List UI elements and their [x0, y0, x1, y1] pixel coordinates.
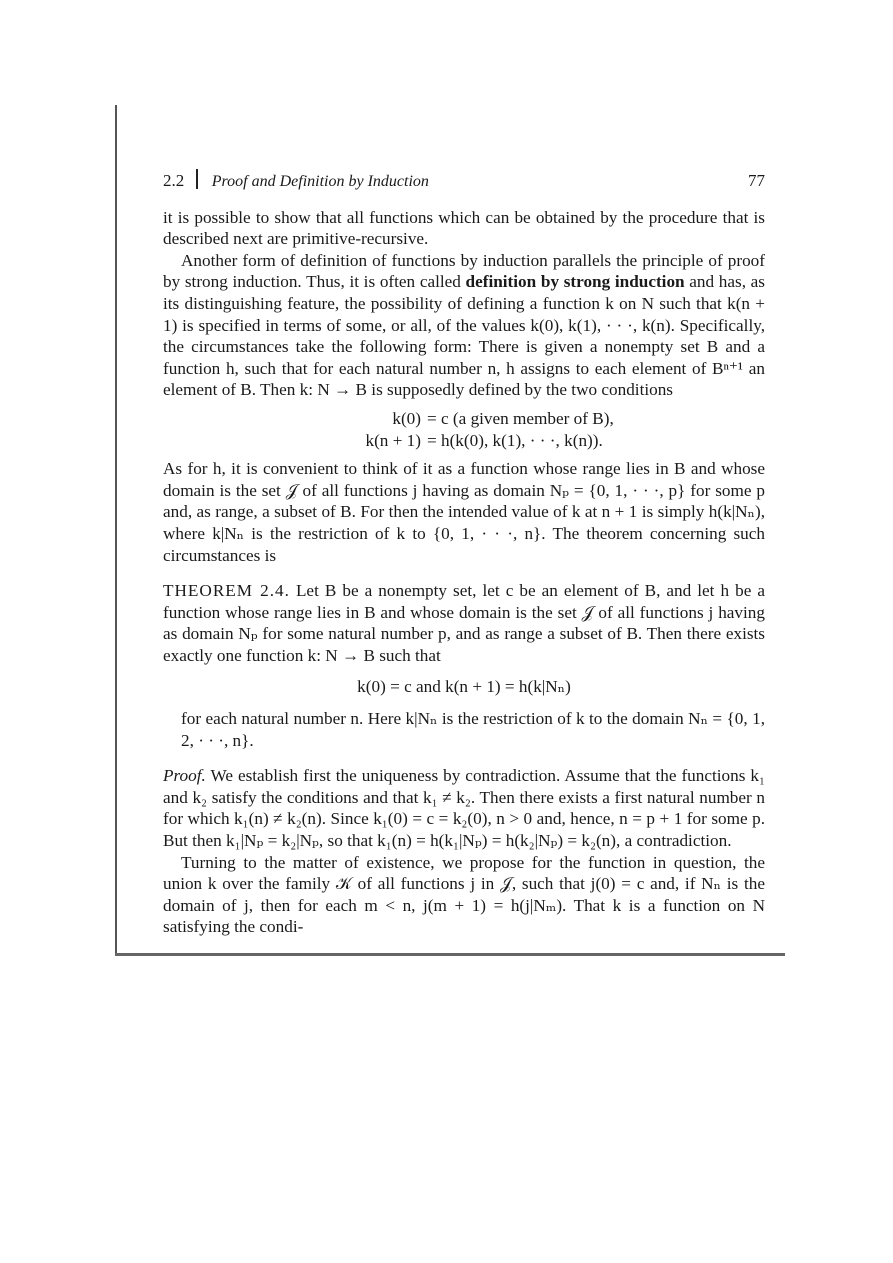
- theorem-conclusion: for each natural number n. Here k|Nₙ is the restriction of k to the domain Nₙ = {0, 1, 2, · · ·, n}.: [181, 709, 765, 750]
- equation-line-1: [163, 408, 765, 430]
- term-definition-by-strong-induction: definition by strong induction: [465, 272, 685, 292]
- display-equations-1: [163, 408, 765, 451]
- theorem-label: THEOREM 2.4.: [163, 581, 290, 601]
- section-number: 2.2: [163, 171, 185, 190]
- theorem-display-equation: k(0) = c and k(n + 1) = h(k|Nₙ): [357, 677, 571, 697]
- page-bottom-rule: [115, 953, 785, 956]
- equation-1-rhs: = c (a given member of B),: [427, 408, 614, 428]
- equation-2-rhs: = h(k(0), k(1), · · ·, k(n)).: [427, 430, 603, 450]
- equation-2-lhs: k(n + 1): [365, 430, 421, 450]
- book-page: [163, 166, 765, 938]
- equation-1-lhs: k(0): [392, 408, 421, 428]
- theorem-statement: [163, 580, 765, 666]
- paragraph-2: [163, 250, 765, 401]
- chapter-title: Proof and Definition by Induction: [211, 173, 429, 190]
- proof-paragraph: [163, 765, 765, 851]
- page-number: 77: [748, 171, 765, 190]
- paragraph-3: As for h, it is convenient to think of it as a function whose range lies in B and whose domain is the set 𝒥 of all functions j having as domain Nₚ = {0, 1, · · ·, p} for some p and, as range, a subset of B. For then the intended value of k at n + 1 is simply h(k|Nₙ), where k|Nₙ is the restriction of k to {0, 1, · · ·, n}. The theorem concerning such circumstances is: [163, 459, 765, 565]
- equation-line-2: [163, 430, 765, 452]
- proof-label: Proof.: [163, 766, 206, 786]
- paragraph-4: Turning to the matter of existence, we propose for the function in question, the union k over the family 𝒦 of all functions j in 𝒥, such that j(0) = c and, if Nₙ is the domain of j, then for each m < n, j(m + 1) = h(j|Nₘ). That k is a function on N satisfying the condi-: [163, 852, 765, 937]
- proof-text: We establish first the uniqueness by contradiction. Assume that the functions k₁ and k₂ satisfy the conditions and that k₁ ≠ k₂. Then there exists a first natural number n for which k₁(n) ≠ k₂(n). Since k₁(0) = c = k₂(0), n > 0 and, hence, n = p + 1 for some p. But then k₁|Nₚ = k₂|Nₚ, so that k₁(n) = h(k₁|Nₚ) = h(k₂|Nₚ) = k₂(n), a contradiction.: [163, 766, 765, 851]
- paragraph-1: it is possible to show that all functions which can be obtained by the procedure that is described next are primitive-recursive.: [163, 207, 765, 249]
- header-divider: [196, 169, 198, 189]
- paragraph-2-part-b: and has, as its distinguishing feature, the possibility of defining a function k on N such that k(n + 1) is specified in terms of some, or all, of the values k(0), k(1), · · ·, k(n). Specifically, the circumstances take the following form: There is given a nonempty set B and a function h, such that for each natural number n, h assigns to each element of Bⁿ⁺¹ an element of B. Then k: N → B is supposedly defined by the two conditions: [163, 272, 765, 400]
- running-header: [163, 166, 765, 193]
- paragraph-2-part-a: Another form of definition of functions by induction parallels the principle of proof by strong induction. Thus, it is often called: [163, 250, 765, 292]
- theorem-2-4: [163, 580, 765, 751]
- theorem-text: Let B be a nonempty set, let c be an element of B, and let h be a function whose range lies in B and whose domain is the set 𝒥 of all functions j having as domain Nₚ for some natural number p, and as range a subset of B. Then there exists exactly one function k: N → B such that: [163, 581, 766, 665]
- page-spine-line: [115, 105, 117, 955]
